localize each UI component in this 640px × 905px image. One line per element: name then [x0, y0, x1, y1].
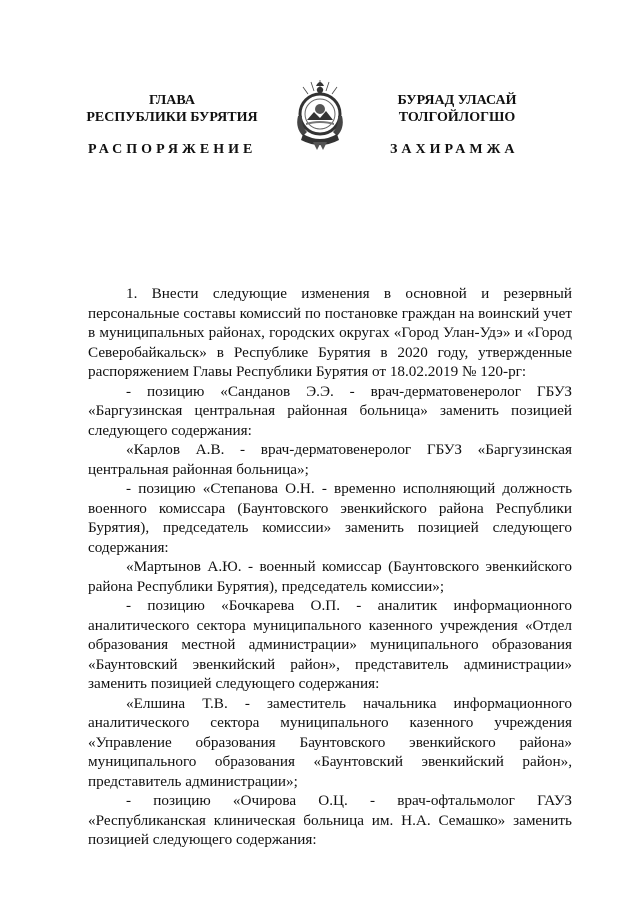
header-right — [362, 92, 552, 126]
header-right-line2: ТОЛГОЙЛОГШО — [398, 110, 516, 125]
document-body — [88, 284, 572, 850]
header-left — [77, 92, 267, 126]
order-title-ru: РАСПОРЯЖЕНИЕ — [88, 142, 257, 157]
order-title-bur: ЗАХИРАМЖА — [390, 142, 519, 157]
paragraph: - позицию «Очирова О.Ц. - врач-офтальмолог ГАУЗ «Республиканская клиническая больница им. Н.А. Семашко» заменить позицией следующего содержания: — [88, 792, 572, 848]
paragraph: «Елшина Т.В. - заместитель начальника информационного аналитического сектора муниципального казенного учреждения «Управление образования Баунтовского эвенкийского района» муниципального образования «Баунтовский эвенкийский район», представитель администрации»; — [88, 694, 572, 790]
coat-of-arms-icon — [291, 76, 349, 152]
header-left-line1: ГЛАВА — [149, 93, 195, 108]
paragraph: - позицию «Санданов Э.Э. - врач-дерматовенеролог ГБУЗ «Баргузинская центральная районная больница» заменить позицией следующего содержания: — [88, 382, 572, 439]
paragraph: - позицию «Степанова О.Н. - временно исполняющий должность военного комиссара (Баунтовского эвенкийского района Республики Бурятия), председатель комиссии» заменить позицией следующего содержания: — [88, 480, 572, 556]
header-right-line1: БУРЯАД УЛАСАЙ — [397, 93, 517, 108]
paragraph: - позицию «Бочкарева О.П. - аналитик информационного аналитического сектора муниципального казенного учреждения «Отдел образования местной администрации» муниципального образования «Баунтовский эвенкийский район», представитель администрации» заменить позицией следующего содержания: — [88, 597, 572, 692]
paragraph: «Мартынов А.Ю. - военный комиссар (Баунтовского эвенкийского района Республики Бурятия), председатель комиссии»; — [88, 558, 572, 595]
paragraph: «Карлов А.В. - врач-дерматовенеролог ГБУЗ «Баргузинская центральная районная больница»; — [88, 441, 572, 478]
header-left-line2: РЕСПУБЛИКИ БУРЯТИЯ — [86, 110, 258, 125]
paragraph: 1. Внести следующие изменения в основной и резервный персональные составы комиссий по постановке граждан на воинский учет в муниципальных районах, городских округах «Город Улан-Удэ» и «Город Северобайкальск» в Республике Бурятия в 2020 году, утвержденные распоряжением Главы Республики Бурятия от 18.02.2019 № 120-рг: — [88, 285, 572, 380]
